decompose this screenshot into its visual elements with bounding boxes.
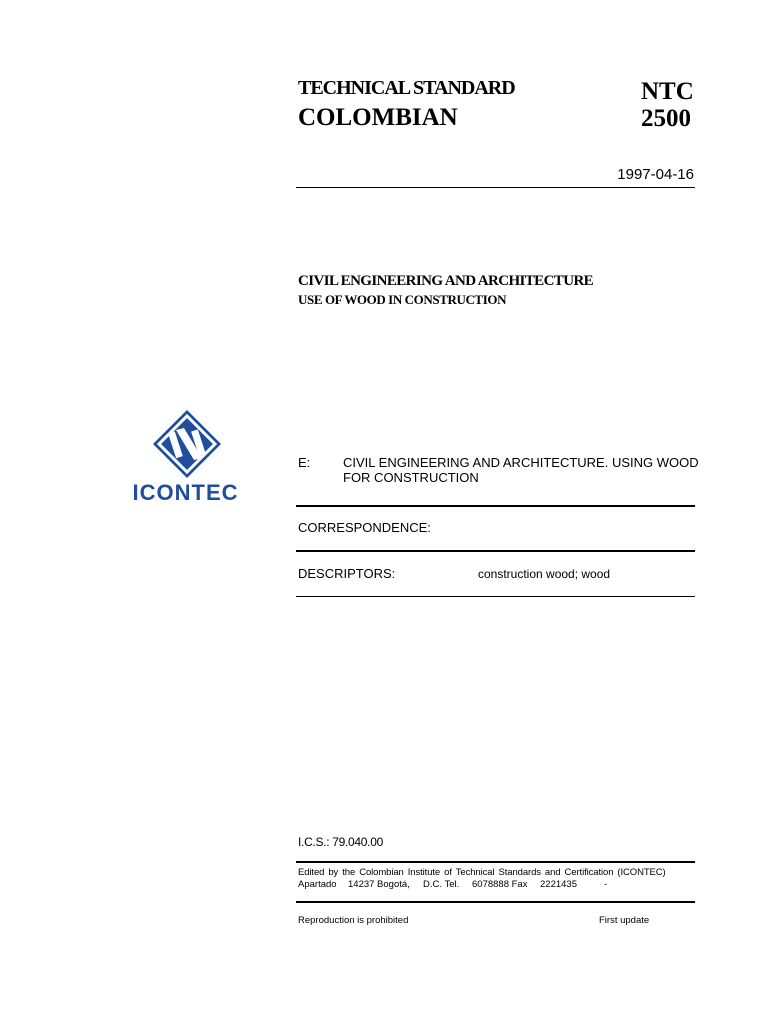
update-notice: First update — [599, 915, 650, 926]
editor-tel: D.C. Tel. — [423, 879, 460, 890]
editor-divider — [296, 901, 695, 903]
english-title-line-1: CIVIL ENGINEERING AND ARCHITECTURE. USING WOOD — [343, 455, 699, 470]
icontec-emblem-icon — [128, 410, 243, 480]
correspondence-divider — [296, 550, 695, 552]
english-title-line-2: FOR CONSTRUCTION — [343, 470, 479, 485]
editor-dash: - — [604, 879, 608, 890]
descriptors-label: DESCRIPTORS: — [298, 566, 396, 581]
icontec-logo — [128, 410, 243, 510]
english-title-divider — [296, 505, 695, 507]
subject-line-2: USE OF WOOD IN CONSTRUCTION — [298, 292, 507, 307]
editor-apartado: Apartado — [298, 879, 337, 890]
descriptors-value: construction wood; wood — [478, 567, 611, 581]
subject-line-1: CIVIL ENGINEERING AND ARCHITECTURE — [298, 273, 594, 289]
editor-line: Edited by the Colombian Institute of Technical Standards and Certification (ICONTEC) — [298, 867, 666, 878]
editor-fax: 2221435 — [540, 879, 577, 890]
descriptors-divider — [296, 596, 695, 597]
standard-code-prefix: NTC — [641, 78, 694, 105]
reproduction-notice: Reproduction is prohibited — [298, 915, 409, 926]
correspondence-label: CORRESPONDENCE: — [298, 520, 431, 535]
standard-country-title: COLOMBIAN — [298, 104, 458, 131]
editor-phone: 6078888 Fax — [472, 879, 528, 890]
editor-postal: 14237 Bogotá, — [348, 879, 410, 890]
english-title-label: E: — [298, 455, 311, 470]
ics-divider — [296, 861, 695, 863]
ics-code: I.C.S.: 79.040.00 — [298, 835, 383, 849]
standard-type-title: TECHNICAL STANDARD — [298, 77, 515, 99]
standard-date: 1997-04-16 — [617, 166, 694, 183]
icontec-logo-text: ICONTEC — [132, 480, 239, 505]
standard-number: 2500 — [641, 105, 691, 132]
header-divider — [296, 187, 695, 188]
